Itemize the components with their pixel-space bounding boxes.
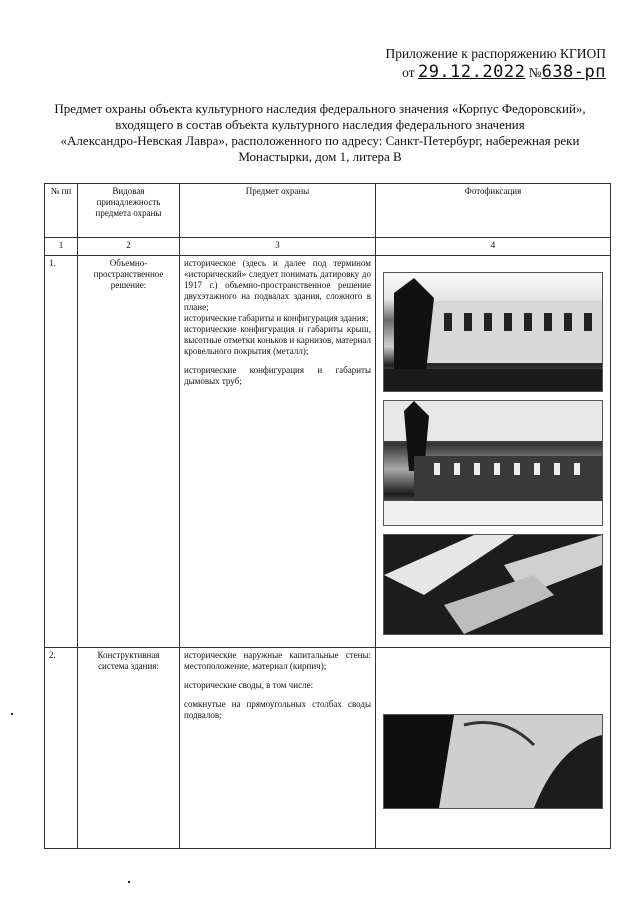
facade-photo [383,272,603,392]
row-kind: Конструктивная система здания: [78,648,180,849]
title-line: Предмет охраны объекта культурного наследия федерального значения «Корпус Федоровский», [54,101,586,116]
title-line: входящего в состав объекта культурного наследия федерального значения [115,117,525,132]
building-illustration [384,401,602,525]
table-row [45,648,611,849]
subject-paragraph: исторические конфигурация и габариты дымовых труб; [184,365,371,386]
col-number: 3 [180,238,376,256]
scan-speck [128,881,130,883]
protection-subject-table [44,183,611,849]
courtyard-photo [383,400,603,526]
building-illustration [384,273,602,391]
header-subject: Предмет охраны [180,184,376,238]
appendix-date-line [356,63,606,82]
row-num: 1. [45,256,78,648]
vault-photo [383,714,603,809]
subject-paragraph: историческое (здесь и далее под термином «исторический» следует понимать датировку до 1917 г.) объемно-пространственное решение двухэтажного на подвалах здания, сложного в плане; [184,258,371,312]
subject-paragraph: исторические габариты и конфигурация здания; [184,313,369,323]
appendix-line: Приложение к распоряжению КГИОП [385,46,606,61]
order-date: 29.12.2022 [417,62,526,82]
subject-paragraph: сомкнутые на прямоугольных столбах своды подвалов; [184,699,371,720]
col-number: 2 [78,238,180,256]
subject-paragraph: исторические наружные капитальные стены: местоположение, материал (кирпич); [184,650,371,671]
aerial-illustration [384,535,602,634]
header-num: № пп [45,184,78,238]
from-prefix: от [402,65,415,80]
title-line: «Александро-Невская Лавра», расположенного по адресу: Санкт-Петербург, набережная реки [60,133,580,148]
col-number: 1 [45,238,78,256]
order-number: 638-рп [541,62,606,82]
subject-paragraph: исторические конфигурация и габариты крыш, высотные отметки коньков и карнизов, материал кровельного покрытия (металл); [184,324,371,356]
title-line: Монастырки, дом 1, литера В [238,149,402,164]
document-title [40,101,600,165]
vault-illustration [384,715,602,808]
row-kind: Объемно-пространственное решение: [78,256,180,648]
row-photos [376,256,611,648]
header-kind: Видовая принадлежность предмета охраны [78,184,180,238]
subject-paragraph: исторические своды, в том числе: [184,680,314,690]
number-prefix: № [528,65,542,80]
table-header-row [45,184,611,238]
table-row [45,256,611,648]
row-subject [180,648,376,849]
column-number-row [45,238,611,256]
row-num: 2. [45,648,78,849]
row-subject [180,256,376,648]
row-photos [376,648,611,849]
appendix-block [356,44,606,82]
header-photo: Фотофиксация [376,184,611,238]
col-number: 4 [376,238,611,256]
scan-speck [11,713,13,715]
aerial-photo [383,534,603,635]
